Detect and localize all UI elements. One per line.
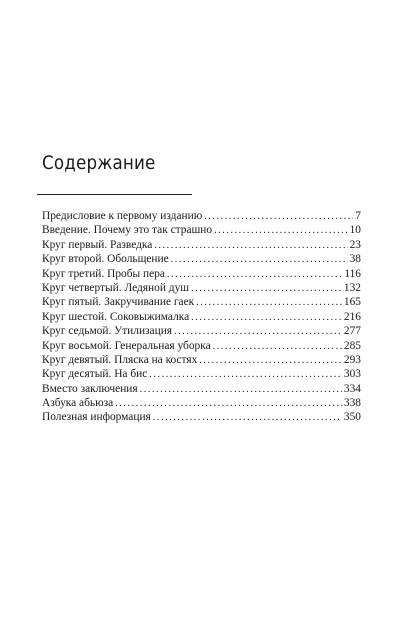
toc-entry-page: 285 <box>343 339 361 352</box>
toc-leader-dots <box>140 383 342 396</box>
toc-leader-dots <box>115 397 342 410</box>
toc-entry <box>42 396 361 410</box>
toc-entry <box>42 324 361 338</box>
toc-entry-page: 38 <box>349 253 361 266</box>
toc-entry-page: 116 <box>344 267 361 280</box>
toc-leader-dots <box>149 368 342 381</box>
toc-entry-title: Круг десятый. На бис <box>42 368 148 381</box>
toc-leader-dots <box>191 282 342 295</box>
toc-entry-page: 338 <box>343 397 361 410</box>
toc-entry-page: 303 <box>343 368 361 381</box>
toc-entry-page: 277 <box>343 325 361 338</box>
toc-leader-dots <box>153 411 342 424</box>
toc-entry-page: 216 <box>343 310 361 323</box>
toc-entry-title: Круг первый. Разведка <box>42 238 153 251</box>
toc-entry-title: Вместо заключения <box>42 382 138 395</box>
toc-leader-dots <box>167 268 342 281</box>
toc-entry-page: 165 <box>343 296 361 309</box>
toc-leader-dots <box>213 340 342 353</box>
heading-rule <box>37 194 192 195</box>
toc-entry <box>42 367 361 381</box>
toc-entry-page: 334 <box>343 382 361 395</box>
toc-entry <box>42 353 361 367</box>
toc-entry-title: Круг четвертый. Ледяной душ <box>42 281 190 294</box>
toc-leader-dots <box>214 224 348 237</box>
toc-entry <box>42 410 361 424</box>
toc-entry <box>42 267 361 281</box>
toc-entry <box>42 223 361 237</box>
toc-entry-page: 23 <box>349 238 361 251</box>
toc-entry-title: Круг девятый. Пляска на костях <box>42 353 198 366</box>
toc-entry-title: Круг восьмой. Генеральная уборка <box>42 339 211 352</box>
toc-entry <box>42 382 361 396</box>
toc-leader-dots <box>154 239 347 252</box>
toc-entry-title: Полезная информация <box>42 411 151 424</box>
toc-entry-title: Круг пятый. Закручивание гаек <box>42 296 195 309</box>
toc-leader-dots <box>196 296 342 309</box>
toc-entry <box>42 281 361 295</box>
toc-entry <box>42 339 361 353</box>
toc-entry-title: Азбука абьюза <box>42 397 114 410</box>
table-of-contents <box>42 209 361 425</box>
toc-entry-page: 132 <box>343 281 361 294</box>
toc-entry-title: Круг шестой. Соковыжималка <box>42 310 190 323</box>
toc-leader-dots <box>199 354 342 367</box>
toc-leader-dots <box>174 325 342 338</box>
toc-leader-dots <box>191 311 342 324</box>
toc-leader-dots <box>171 253 348 266</box>
toc-entry-page: 10 <box>349 224 361 237</box>
toc-leader-dots <box>204 210 353 223</box>
toc-entry-title: Круг второй. Обольщение <box>42 253 169 266</box>
toc-heading: Содержание <box>42 152 156 174</box>
toc-entry <box>42 252 361 266</box>
toc-entry <box>42 310 361 324</box>
toc-entry-title: Круг третий. Пробы пера <box>42 267 165 280</box>
toc-entry-page: 350 <box>343 411 361 424</box>
toc-entry-title: Введение. Почему это так страшно <box>42 224 213 237</box>
toc-entry-title: Круг седьмой. Утилизация <box>42 325 173 338</box>
toc-entry <box>42 209 361 223</box>
toc-entry <box>42 295 361 309</box>
toc-entry-page: 293 <box>343 353 361 366</box>
toc-entry-title: Предисловие к первому изданию <box>42 210 203 222</box>
toc-entry-page: 7 <box>355 210 361 222</box>
toc-entry <box>42 238 361 252</box>
